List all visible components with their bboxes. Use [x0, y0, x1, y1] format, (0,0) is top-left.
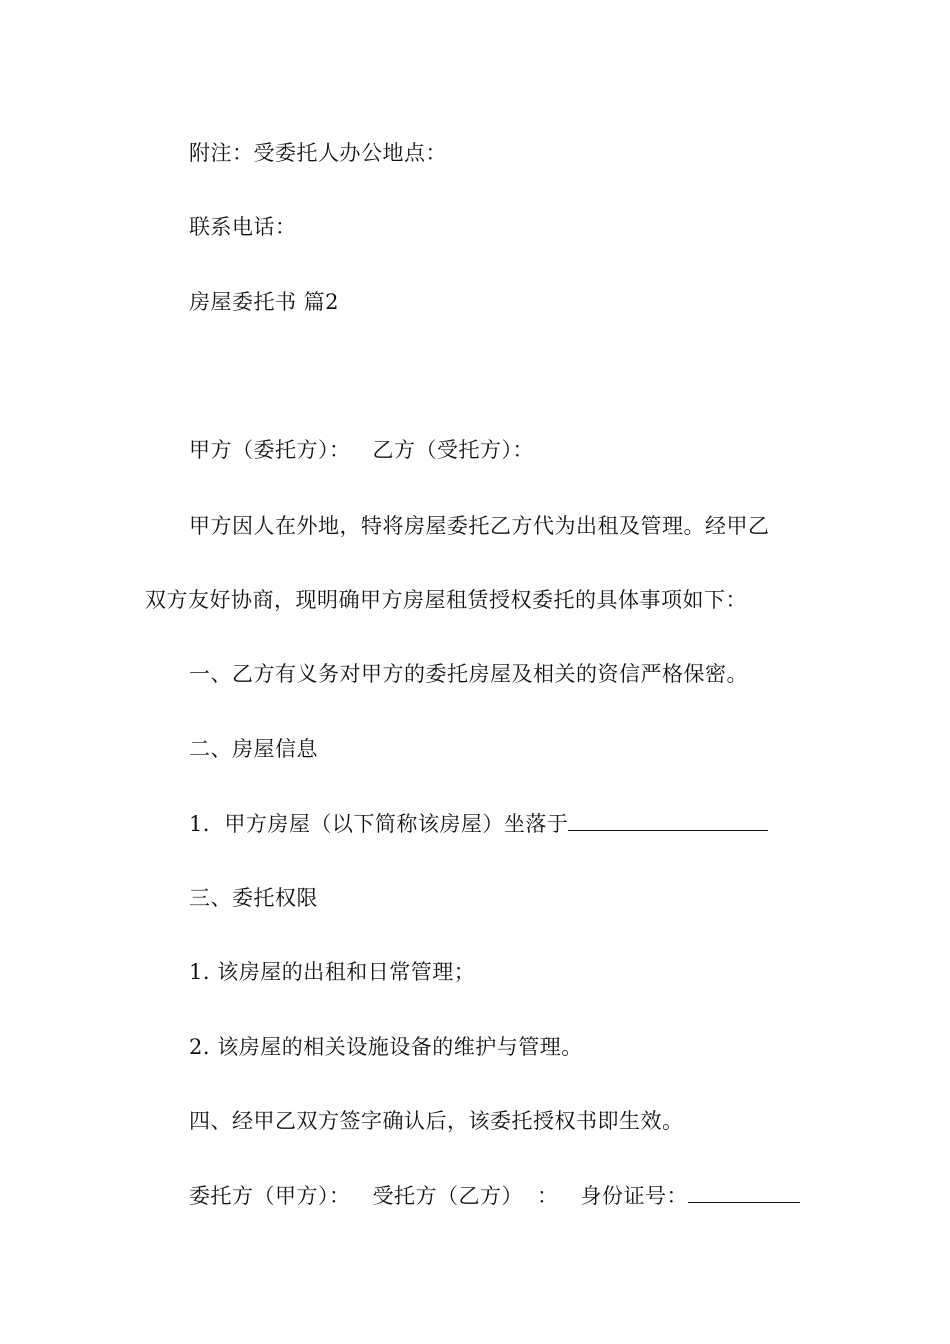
authority-item-1: [189, 958, 475, 986]
authority-item-2-text: 2. 该房屋的相关设施设备的维护与管理。: [189, 1035, 583, 1059]
heading-house-info: [189, 735, 318, 763]
note-office-address-text: 附注：受委托人办公地点：: [189, 141, 447, 165]
clause-confidentiality: [189, 660, 748, 688]
agent-label: 受托方（乙方）: [372, 1184, 523, 1208]
intro-paragraph-line-2: [145, 586, 747, 614]
heading-authority: [189, 884, 318, 912]
id-number-blank[interactable]: [688, 1182, 800, 1203]
contact-phone: [189, 213, 297, 241]
principal-label: 委托方（甲方）：: [189, 1184, 351, 1208]
authority-item-1-text: 1. 该房屋的出租和日常管理；: [189, 960, 476, 984]
contact-phone-text: 联系电话：: [189, 215, 297, 239]
clause-effective-text: 四、经甲乙双方签字确认后，该委托授权书即生效。: [189, 1109, 684, 1133]
heading-authority-text: 三、委托权限: [189, 886, 318, 910]
house-location-blank[interactable]: [568, 810, 768, 831]
clause-effective: [189, 1107, 684, 1135]
id-number-label: 身份证号：: [580, 1184, 688, 1208]
house-location-line: [189, 810, 768, 838]
clause-confidentiality-text: 一、乙方有义务对甲方的委托房屋及相关的资信严格保密。: [189, 662, 748, 686]
section-title: [189, 288, 339, 316]
signature-line: [189, 1182, 800, 1210]
house-location-text: 1．甲方房屋（以下简称该房屋）坐落于: [189, 812, 569, 836]
party-b-label: 乙方（受托方）：: [372, 438, 534, 462]
intro-paragraph-text-1: 甲方因人在外地，特将房屋委托乙方代为出租及管理。经甲乙: [189, 514, 770, 538]
intro-paragraph-line-1: [189, 512, 770, 540]
authority-item-2: [189, 1033, 583, 1061]
note-office-address: [189, 139, 447, 167]
parties-line: [189, 436, 534, 464]
intro-paragraph-text-2: 双方友好协商，现明确甲方房屋租赁授权委托的具体事项如下：: [145, 588, 747, 612]
section-title-text: 房屋委托书 篇2: [189, 290, 340, 314]
heading-house-info-text: 二、房屋信息: [189, 737, 318, 761]
party-a-label: 甲方（委托方）：: [189, 438, 351, 462]
agent-colon: ：: [537, 1184, 559, 1208]
